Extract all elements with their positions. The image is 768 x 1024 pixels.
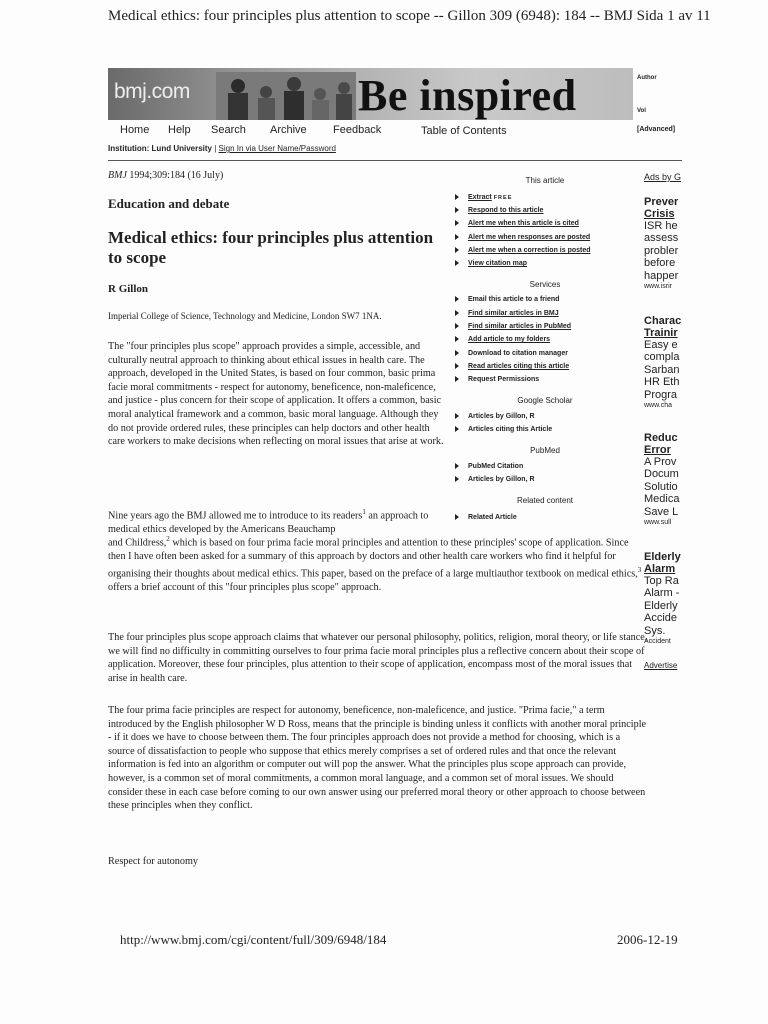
ad-headline[interactable]: Trainir [644, 327, 678, 339]
sidebar-item-similar-bmj[interactable] [455, 310, 559, 317]
article-author: R Gillon [108, 283, 149, 295]
ad-3[interactable] [644, 432, 679, 528]
ad-text: Save L [644, 505, 679, 518]
ad-text: Accide [644, 612, 678, 625]
article-section: Education and debate [108, 196, 230, 211]
ad-headline[interactable]: Charac [644, 315, 682, 327]
sidebar-heading-this-article: This article [525, 176, 565, 185]
journal-name: BMJ [108, 170, 127, 181]
sidebar-item-related-article[interactable] [455, 514, 517, 521]
sidebar-item-label: Email this article to a friend [468, 296, 560, 303]
triangle-icon [455, 310, 459, 316]
sidebar-item-email[interactable] [455, 296, 559, 303]
triangle-icon [455, 234, 459, 240]
sidebar-item-label: Articles by Gillon, R [468, 476, 535, 483]
nav-table-of-contents[interactable]: Table of Contents [421, 125, 507, 137]
ad-4[interactable] [644, 551, 681, 647]
divider [108, 160, 682, 161]
reference-3-link[interactable]: 3 [637, 565, 642, 574]
nav-home[interactable]: Home [120, 124, 150, 136]
reference-1-link[interactable]: 1 [362, 508, 366, 516]
sidebar-item-label: Find similar articles in PubMed [468, 323, 572, 330]
triangle-icon [455, 476, 459, 482]
triangle-icon [455, 336, 459, 342]
text-run: Nine years ago the BMJ allowed me to introduce to its readers [108, 510, 363, 522]
text-run: which is based on four prima facie moral principles and attention to these principles' scope of application. Since then I have often been asked for a summary of this approach by doctors and other health care workers who find it helpful for organising their thoughts about medical ethics. This paper, based on the preface of a large multiauthor textbook on medical ethics, [108, 537, 638, 579]
sidebar-item-label: Articles citing this Article [468, 426, 553, 433]
triangle-icon [455, 514, 459, 520]
triangle-icon [455, 426, 459, 432]
article-title: Medical ethics: four principles plus attention to scope [108, 228, 434, 267]
ad-text: ISR he [644, 220, 678, 232]
sidebar-item-similar-pubmed[interactable] [455, 323, 571, 330]
nav-feedback[interactable]: Feedback [333, 124, 382, 136]
print-header: Medical ethics: four principles plus attention to scope -- Gillon 309 (6948): 184 -- BMJ Sida 1 av 11 [108, 8, 711, 24]
text-run: and Childress, [108, 537, 167, 549]
sign-in-link[interactable]: Sign In via User Name/Password [218, 144, 336, 153]
ad-text: HR Eth [644, 376, 680, 389]
sidebar-item-label: Download to citation manager [468, 350, 568, 357]
ad-1[interactable] [644, 196, 678, 292]
sidebar-item-label: Articles by Gillon, R [468, 413, 535, 420]
sidebar-item-label: Related Article [468, 514, 517, 521]
sidebar-item-label: Alert me when responses are posted [468, 234, 591, 241]
text-run: offers a brief account of this "four principles plus scope" approach. [108, 581, 382, 593]
ads-column [644, 172, 684, 646]
sidebar-item-pubmed-citation[interactable] [455, 463, 523, 470]
triangle-icon [455, 194, 459, 200]
sidebar-heading-pubmed: PubMed [530, 446, 560, 455]
ad-text: Docum [644, 468, 679, 481]
sidebar-item-permissions[interactable] [455, 376, 539, 383]
author-affiliation: Imperial College of Science, Technology and Medicine, London SW7 1NA. [108, 311, 382, 321]
triangle-icon [455, 363, 459, 369]
triangle-icon [455, 296, 459, 302]
footer-date: 2006-12-19 [617, 932, 678, 947]
sidebar-item-extract[interactable] [455, 194, 512, 201]
sidebar-item-label: Respond to this article [468, 207, 544, 214]
triangle-icon [455, 413, 459, 419]
ad-text: compla [644, 351, 680, 364]
ad-url[interactable]: Accident [644, 638, 671, 646]
sidebar-item-label: View citation map [468, 260, 527, 267]
ads-by-google-link[interactable]: Ads by G [644, 172, 682, 182]
sidebar-item-add-folders[interactable] [455, 336, 550, 343]
triangle-icon [455, 247, 459, 253]
paragraph-intro-cont [108, 533, 648, 594]
bmj-logo[interactable]: bmj.com [114, 80, 190, 103]
ad-text: Sarban [644, 363, 680, 376]
author-label: Author [637, 75, 657, 81]
vol-label: Vol [637, 108, 646, 114]
ad-text: Progra [644, 388, 678, 401]
sidebar-item-label: Alert me when this article is cited [468, 220, 579, 227]
ad-text: before [644, 257, 676, 270]
sidebar-item-label: Add article to my folders [468, 336, 551, 343]
triangle-icon [455, 220, 459, 226]
sidebar-item-alert-cited[interactable] [455, 220, 579, 227]
sidebar-item-citation-map[interactable] [455, 260, 527, 267]
ad-text: Solutio [644, 480, 678, 493]
advertise-link[interactable]: Advertise [644, 661, 678, 670]
ad-text: Elderly [644, 599, 678, 612]
paragraph-intro-start [108, 506, 446, 537]
separator: | [214, 144, 217, 153]
nav-archive[interactable]: Archive [270, 124, 307, 136]
sidebar-heading-related: Related content [516, 496, 574, 505]
ad-text: Sys. [644, 624, 666, 637]
banner-slogan: Be inspired [358, 71, 577, 120]
nav-help[interactable]: Help [168, 124, 191, 136]
institution-bar [108, 144, 336, 153]
citation-text: 1994;309:184 (16 July) [126, 170, 224, 181]
ad-2[interactable] [644, 315, 681, 411]
ad-url[interactable]: www.isrir [644, 283, 672, 291]
sidebar-item-alert-correction[interactable] [455, 247, 591, 254]
triangle-icon [455, 463, 459, 469]
sidebar-heading-services: Services [529, 280, 561, 289]
article-citation [108, 170, 223, 181]
sidebar-item-pubmed-by-author[interactable] [455, 476, 535, 483]
sidebar-heading-google-scholar: Google Scholar [517, 396, 573, 405]
ad-headline[interactable]: Prever [644, 196, 679, 208]
paragraph-principles: The four prima facie principles are respect for autonomy, beneficence, non-maleficence, and justice. "Prima facie," a term introduced by the English philosopher W D Ross, means that the principle is binding unless it conflicts with another moral principle - if it does we have to choose between them. The four principles approach does not provide a method for choosing, which is a source of dissatisfaction to people who suppose that ethics merely comprises a set of ordered rules and that once the relevant information is fed into an algorithm or computer out will pop the answer. What the principles plus scope approach can provide, however, is a common set of moral commitments, a common moral language, and a common set of moral issues. We should consider these in each case before coming to our own answer using our preferred moral theory or other approach to choose between these principles when they conflict. [108, 705, 647, 812]
triangle-icon [455, 376, 459, 382]
institution-label: Institution: Lund University [108, 144, 212, 153]
ad-text: A Prov [644, 456, 677, 468]
free-badge: FREE [493, 195, 513, 201]
ad-text: Top Ra [644, 575, 679, 587]
sidebar-item-read-citing[interactable] [455, 363, 569, 370]
ad-text: assess [644, 232, 679, 245]
triangle-icon [455, 260, 459, 266]
ad-text: Alarm - [644, 587, 680, 600]
paragraph-summary: The "four principles plus scope" approach provides a simple, accessible, and culturally neutral approach to thinking about ethical issues in health care. The approach, developed in the United States, is based on four common, basic prima facie moral commitments - respect for autonomy, beneficence, non-maleficence, and justice - plus concern for their scope of application. It offers a common, basic moral analytical framework and a common, basic moral language. Although they do not provide ordered rules, these principles can help doctors and other health care workers to make decisions when reflecting on moral issues that arise at work. [108, 341, 444, 448]
sidebar-item-label: Read articles citing this article [468, 363, 570, 370]
paragraph-claim: The four principles plus scope approach claims that whatever our personal philosophy, politics, religion, moral theory, or life stance, we will find no difficulty in committing ourselves to four prima facie moral principles plus a reflective concern about their scope of application. Moreover, these four principles, plus attention to their scope of application, encompass most of the moral issues that arise in health care. [108, 632, 648, 684]
ad-headline[interactable]: Error [644, 444, 671, 456]
ad-text: probler [644, 244, 679, 257]
bmj-banner[interactable] [108, 68, 633, 120]
subheading-respect-for-autonomy: Respect for autonomy [108, 856, 198, 867]
sidebar-item-label: PubMed Citation [468, 463, 524, 470]
triangle-icon [455, 323, 459, 329]
advanced-search-link[interactable]: [Advanced] [637, 126, 676, 133]
ad-url[interactable]: www.sull [644, 519, 672, 527]
sidebar-item-label: Find similar articles in BMJ [468, 310, 559, 317]
ad-text: Medica [644, 493, 680, 506]
sidebar-item-scholar-citing[interactable] [455, 426, 552, 433]
triangle-icon [455, 350, 459, 356]
ad-url[interactable]: www.cha [644, 402, 673, 410]
sidebar-item-label: Alert me when a correction is posted [468, 247, 591, 254]
nav-search[interactable]: Search [211, 124, 246, 136]
ad-headline[interactable]: Reduc [644, 432, 678, 444]
ad-headline[interactable]: Crisis [644, 208, 675, 220]
sidebar-item-citation-manager[interactable] [455, 350, 568, 357]
sidebar-item-label: Extract [468, 194, 492, 201]
footer-url: http://www.bmj.com/cgi/content/full/309/6948/184 [120, 932, 387, 947]
sidebar-item-label: Request Permissions [468, 376, 540, 383]
reference-2-link[interactable]: 2 [166, 535, 170, 543]
ad-text: Easy e [644, 339, 678, 351]
text-run: an approach to medical ethics developed by the Americans Beauchamp [108, 510, 429, 535]
sidebar-item-respond[interactable] [455, 207, 543, 214]
ad-text: happer [644, 269, 679, 282]
sidebar-item-scholar-by-author[interactable] [455, 413, 535, 420]
ad-headline[interactable]: Alarm [644, 563, 676, 575]
ad-headline[interactable]: Elderly [644, 551, 681, 563]
sidebar-item-alert-responses[interactable] [455, 234, 590, 241]
triangle-icon [455, 207, 459, 213]
